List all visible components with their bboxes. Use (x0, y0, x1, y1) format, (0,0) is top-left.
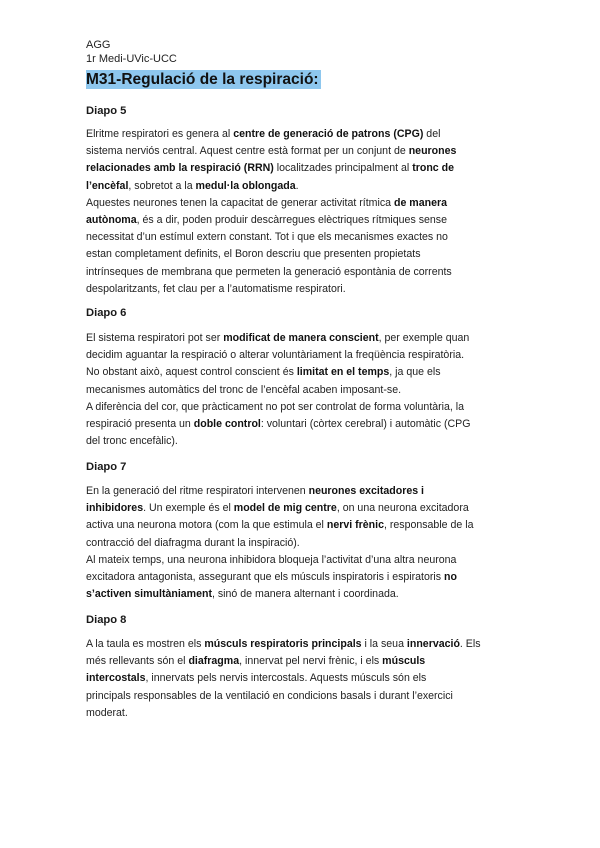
text-run: , per exemple quan (378, 332, 470, 344)
text-line (86, 246, 516, 263)
text-run: despolaritzants, fet clau per a l’automatisme respiratori. (86, 282, 346, 295)
text-run: necessitat d’un estímul extern constant. Tot i que els mecanismes exactes no (86, 231, 448, 244)
text-run: A la taula es mostren els (86, 638, 205, 650)
text-run: i la seua (361, 638, 407, 650)
text-run: principals responsables de la ventilació en condicions basals i durant l’exercici (86, 689, 453, 702)
text-line (86, 364, 516, 381)
text-run: del tronc encefàlic). (86, 435, 178, 448)
text-run: , innervats pels nervis intercostals. Aquests músculs són els (145, 672, 427, 685)
text-line (86, 347, 516, 364)
document-title: M31-Regulació de la respiració: (86, 71, 319, 88)
bold-text: medul·la oblongada (195, 179, 296, 192)
text-line (86, 653, 516, 670)
bold-text: nervi frènic (326, 519, 384, 532)
text-run: més rellevants són el (86, 655, 189, 668)
section-body-diapo-6 (86, 330, 516, 450)
text-run: Elritme respiratori es genera al (86, 128, 234, 140)
text-run: contracció del diafragma durant la inspiració). (86, 536, 300, 549)
text-run: localitzades principalment al (273, 162, 413, 175)
text-line (86, 281, 516, 298)
text-run: activa una neurona motora (com la que estimula el (86, 519, 327, 532)
bold-text: no (444, 571, 457, 584)
text-line (86, 483, 516, 500)
text-line (86, 160, 516, 177)
bold-text: tronc de (412, 162, 454, 175)
text-line (86, 143, 516, 160)
bold-text: relacionades amb la respiració (RRN) (86, 162, 274, 175)
text-line (86, 433, 516, 450)
text-run: : voluntari (còrtex cerebral) i automàtic (CPG (260, 418, 471, 431)
title-highlight (86, 70, 321, 89)
section-body-diapo-7 (86, 483, 516, 603)
bold-text: neurones excitadores i (308, 485, 424, 497)
bold-text: model de mig centre (233, 502, 337, 515)
text-line (86, 126, 516, 143)
bold-text: de manera (393, 196, 447, 209)
bold-text: neurones (408, 145, 457, 158)
bold-text: músculs (382, 655, 426, 668)
text-run: decidim aguantar la respiració o alterar voluntàriament la freqüència respiratòria. (86, 349, 465, 362)
text-line (86, 195, 516, 212)
text-run: sistema nerviós central. Aquest centre està format per un conjunt de (86, 145, 409, 158)
text-run: Al mateix temps, una neurona inhibidora bloqueja l’activitat d’una altra neurona (86, 553, 457, 566)
text-run: del (423, 128, 441, 140)
text-line (86, 178, 516, 195)
text-line (86, 552, 516, 569)
bold-text: inhibidores (86, 502, 144, 515)
text-line (86, 670, 516, 687)
section-heading-diapo-6: Diapo 6 (86, 307, 127, 319)
text-line (86, 212, 516, 229)
bold-text: limitat en el temps (296, 366, 390, 379)
section-heading-diapo-5: Diapo 5 (86, 105, 127, 117)
text-line (86, 330, 516, 347)
text-run: , on una neurona excitadora (336, 502, 469, 515)
text-line (86, 705, 516, 722)
text-line (86, 569, 516, 586)
section-body-diapo-5 (86, 126, 516, 298)
section-body-diapo-8 (86, 636, 516, 722)
text-line (86, 636, 516, 653)
text-run: El sistema respiratori pot ser (86, 332, 224, 344)
text-run: . (295, 179, 299, 192)
text-run: mecanismes automàtics del tronc de l’encèfal acaben imposant-se. (86, 383, 402, 396)
bold-text: s’activen simultàniament (86, 588, 212, 601)
text-run: No obstant això, aquest control conscient és (86, 366, 297, 379)
bold-text: doble control (193, 418, 261, 431)
text-run: respiració presenta un (86, 418, 194, 431)
text-run: , innervat pel nervi frènic, i els (239, 655, 383, 668)
text-line (86, 399, 516, 416)
bold-text: intercostals (86, 672, 146, 685)
bold-text: l’encèfal (86, 179, 129, 192)
text-run: En la generació del ritme respiratori intervenen (86, 485, 309, 497)
text-run: . Un exemple és el (143, 502, 234, 515)
bold-text: diafragma (188, 655, 240, 668)
text-run: , sinó de manera alternant i coordinada. (212, 588, 399, 601)
text-run: moderat. (86, 706, 128, 719)
text-run: Aquestes neurones tenen la capacitat de generar activitat rítmica (86, 196, 394, 209)
text-run: estan completament definits, el Boron descriu que presenten propietats (86, 248, 421, 261)
author-initials: AGG (86, 39, 111, 51)
text-run: , ja que els (389, 366, 441, 379)
text-run: excitadora antagonista, assegurant que els músculs inspiratoris i espiratoris (86, 571, 445, 584)
text-line (86, 586, 516, 603)
text-line (86, 229, 516, 246)
text-line (86, 416, 516, 433)
bold-text: autònoma (86, 214, 137, 227)
text-line (86, 500, 516, 517)
text-run: , sobretot a la (128, 179, 196, 192)
course-info: 1r Medi-UVic-UCC (86, 53, 177, 65)
text-run: intrínseques de membrana que permeten la generació espontània de corrents (86, 265, 452, 278)
text-run: A diferència del cor, que pràcticament no pot ser controlat de forma voluntària, la (86, 400, 465, 413)
bold-text: centre de generació de patrons (CPG) (233, 128, 424, 140)
text-line (86, 688, 516, 705)
bold-text: innervació (406, 638, 460, 650)
text-line (86, 264, 516, 281)
text-run: . Els (459, 638, 481, 650)
text-run: , responsable de la (383, 519, 474, 532)
bold-text: músculs respiratoris principals (204, 638, 362, 650)
text-line (86, 535, 516, 552)
text-line (86, 382, 516, 399)
bold-text: modificat de manera conscient (223, 332, 379, 344)
section-heading-diapo-8: Diapo 8 (86, 614, 127, 626)
section-heading-diapo-7: Diapo 7 (86, 461, 127, 473)
text-run: , és a dir, poden produir descàrregues elèctriques rítmiques sense (136, 214, 447, 227)
text-line (86, 517, 516, 534)
